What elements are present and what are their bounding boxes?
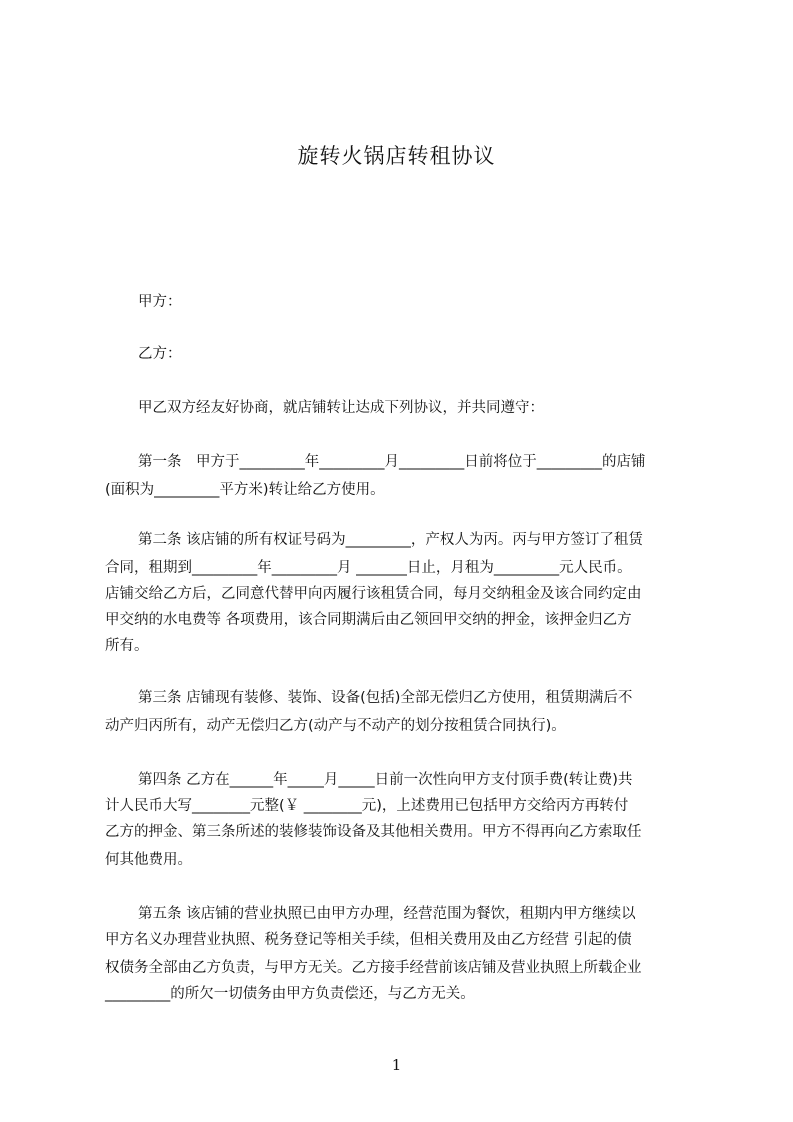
clause-1-line-2: (面积为_________平方米)转让给乙方使用。: [105, 482, 385, 498]
clause-3-line-2: 动产归丙所有，动产无偿归乙方(动产与不动产的划分按租赁合同执行)。: [105, 718, 566, 734]
clause-5-line-3: 权债务全部由乙方负责，与甲方无关。乙方接手经营前该店铺及营业执照上所载企业: [105, 960, 642, 976]
clause-5-line-2: 甲方名义办理营业执照、税务登记等相关手续，但相关费用及由乙方经营 引起的债: [105, 932, 632, 948]
clause-4-line-3: 乙方的押金、第三条所述的装修装饰设备及其他相关费用。甲方不得再向乙方索取任: [105, 824, 642, 840]
clause-4-line-1: 第四条 乙方在______年_____月_____日前一次性向甲方支付顶手费(转让费)共: [138, 772, 633, 788]
clause-2-line-3: 店铺交给乙方后，乙同意代替甲向丙履行该租赁合同，每月交纳租金及该合同约定由: [105, 586, 642, 602]
intro-paragraph: 甲乙双方经友好协商，就店铺转让达成下列协议，并共同遵守：: [138, 400, 544, 416]
page-number: 1: [391, 1056, 402, 1074]
clause-2-line-2: 合同，租期到_________年_________月 _______日止，月租为_________元人民币。: [105, 560, 632, 576]
party-b-label: 乙方：: [138, 346, 182, 362]
clause-2-line-5: 所有。: [105, 638, 149, 654]
clause-2-line-1: 第二条 该店铺的所有权证号码为_________，产权人为丙。丙与甲方签订了租赁: [138, 532, 643, 548]
clause-4-line-2: 计人民币大写________元整(￥ ________元)，上述费用已包括甲方交给丙方再转付: [105, 798, 629, 814]
clause-5-line-1: 第五条 该店铺的营业执照已由甲方办理，经营范围为餐饮，租期内甲方继续以: [138, 906, 636, 922]
party-a-label: 甲方：: [138, 294, 182, 310]
clause-4-line-4: 何其他费用。: [105, 852, 192, 868]
clause-3-line-1: 第三条 店铺现有装修、装饰、设备(包括)全部无偿归乙方使用，租赁期满后不: [138, 690, 633, 706]
clause-1-line-1: 第一条 甲方于_________年_________月_________日前将位于_________的店铺: [138, 454, 646, 470]
clause-5-line-4: _________的所欠一切债务由甲方负责偿还，与乙方无关。: [105, 986, 475, 1002]
clause-2-line-4: 甲交纳的水电费等 各项费用，该合同期满后由乙领回甲交纳的押金，该押金归乙方: [105, 612, 632, 628]
document-title: 旋转火锅店转租协议: [297, 144, 496, 168]
